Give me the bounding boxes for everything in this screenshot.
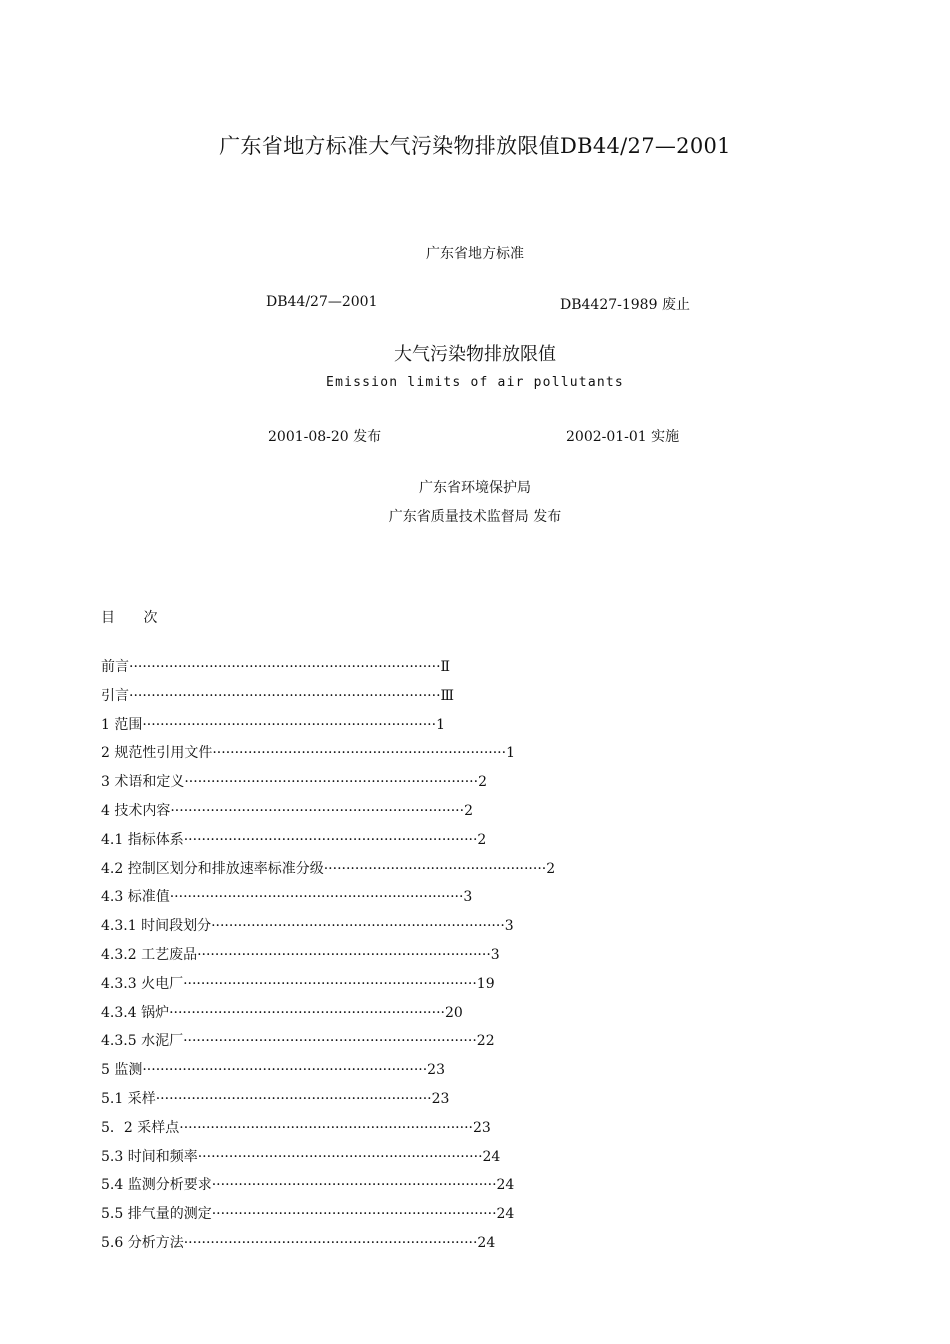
document-title: 广东省地方标准大气污染物排放限值DB44/27—2001: [219, 134, 731, 158]
toc-entry[interactable]: 引言······································································Ⅲ: [101, 687, 455, 704]
toc-entry[interactable]: 3 术语和定义··································································2: [101, 774, 487, 791]
toc-entry[interactable]: 4.3.2 工艺废品··································································3: [101, 946, 500, 963]
toc-entry[interactable]: 4.2 控制区划分和排放速率标准分级··················································2: [101, 860, 556, 877]
toc-entry[interactable]: 4.3.4 锅炉······························································20: [101, 1004, 463, 1021]
table-of-contents: [101, 657, 555, 1262]
issuer-quality-bureau: 广东省质量技术监督局 发布: [388, 509, 562, 525]
issue-date: 2001-08-20 发布: [268, 429, 382, 445]
standard-code: DB44/27—2001: [266, 294, 378, 310]
toc-entry[interactable]: 5.3 时间和频率································································24: [101, 1148, 501, 1165]
toc-entry[interactable]: 1 范围··································································1: [101, 716, 445, 733]
toc-entry[interactable]: 4.1 指标体系··································································2: [101, 831, 487, 848]
toc-entry[interactable]: 4.3 标准值··································································3: [101, 889, 473, 906]
toc-entry[interactable]: 5．2 采样点··································································23: [101, 1119, 491, 1136]
standard-name-en: Emission limits of air pollutants: [326, 375, 624, 390]
replaced-standard: DB4427-1989 废止: [560, 297, 690, 313]
toc-entry[interactable]: 5.6 分析方法··································································24: [101, 1234, 496, 1251]
toc-entry[interactable]: 前言······································································Ⅱ: [101, 659, 451, 675]
effective-date: 2002-01-01 实施: [566, 429, 680, 445]
toc-heading: 目 次: [101, 610, 170, 626]
standard-label: 广东省地方标准: [426, 246, 524, 262]
toc-entry[interactable]: 5.4 监测分析要求································································24: [101, 1177, 515, 1194]
issuer-environment-bureau: 广东省环境保护局: [419, 480, 531, 496]
toc-entry[interactable]: 5.1 采样······························································23: [101, 1090, 450, 1107]
toc-entry[interactable]: 2 规范性引用文件··································································1: [101, 745, 515, 762]
toc-entry[interactable]: 4.3.5 水泥厂··································································22: [101, 1033, 495, 1050]
toc-entry[interactable]: 4 技术内容··································································2: [101, 802, 473, 819]
toc-entry[interactable]: 4.3.1 时间段划分··································································3: [101, 918, 514, 935]
standard-name-cn: 大气污染物排放限值: [394, 344, 556, 365]
toc-entry[interactable]: 4.3.3 火电厂··································································19: [101, 975, 495, 992]
toc-entry[interactable]: 5.5 排气量的测定································································24: [101, 1206, 515, 1223]
toc-entry[interactable]: 5 监测································································23: [101, 1062, 445, 1079]
